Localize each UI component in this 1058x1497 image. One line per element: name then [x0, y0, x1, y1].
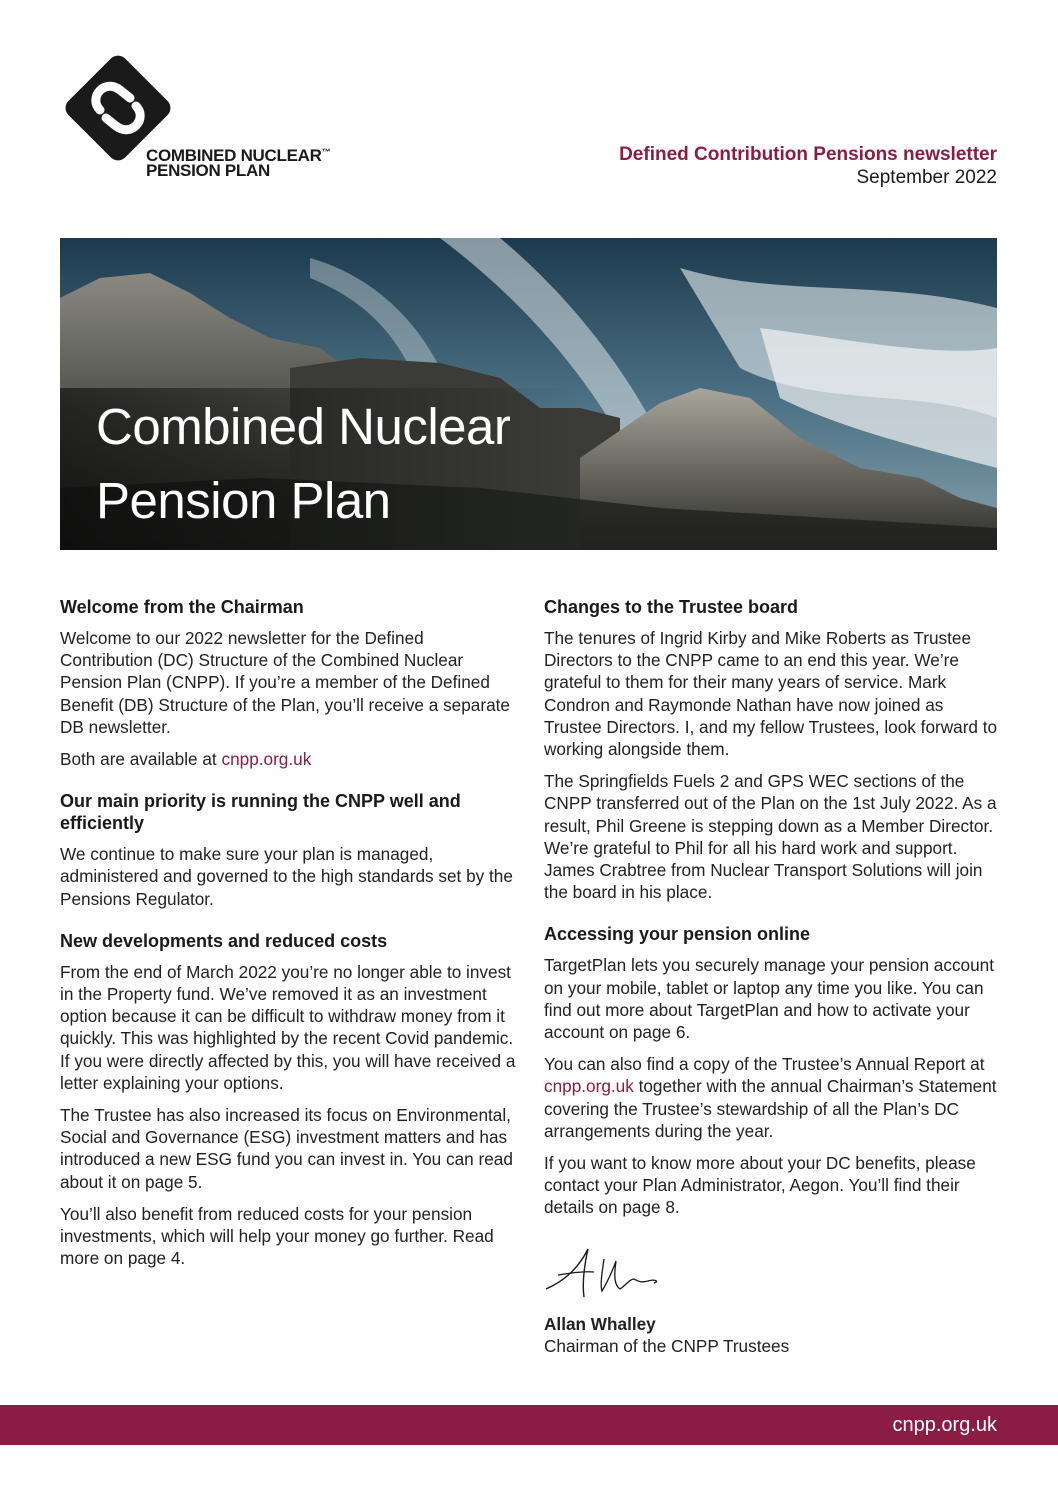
developments-paragraph-1: From the end of March 2022 you’re no longer able to invest in the Property fund. We’ve removed it as an investment option because it can be difficult to withdraw money from it quickly. This was highlighted by the recent Covid pandemic. If you were directly affected by this, you will have received a letter explaining your options. — [60, 961, 516, 1093]
hero-title-line2: Pension Plan — [96, 472, 391, 529]
cnpp-link[interactable]: cnpp.org.uk — [221, 749, 312, 770]
welcome-heading: Welcome from the Chairman — [60, 597, 304, 617]
newsletter-title: Defined Contribution Pensions newsletter — [619, 144, 997, 165]
signer-role: Chairman of the CNPP Trustees — [544, 1335, 790, 1356]
priority-paragraph: We continue to make sure your plan is managed, administered and governed to the high standards set by the Pensions Regulator. — [60, 844, 513, 909]
trademark-mark: ™ — [321, 147, 331, 157]
logo — [58, 48, 378, 188]
signature-icon — [544, 1245, 1004, 1303]
board-paragraph-1: The tenures of Ingrid Kirby and Mike Roberts as Trustee Directors to the CNPP came to an end this year. We’re grateful to them for their many years of service. Mark Condron and Raymonde Nathan have now joined as Trustee Directors. I, and my fellow Trustees, look forward to working alongside them. — [544, 628, 998, 760]
online-text-prefix: You can also find a copy of the Trustee’s Annual Report at — [544, 1054, 985, 1075]
board-section — [544, 596, 1004, 903]
left-column — [60, 596, 520, 1289]
signer-name: Allan Whalley — [544, 1313, 656, 1334]
developments-heading: New developments and reduced costs — [60, 930, 388, 951]
right-column — [544, 596, 1004, 1357]
availability-paragraph — [60, 748, 520, 770]
welcome-paragraph: Welcome to our 2022 newsletter for the Defined Contribution (DC) Structure of the Combined Nuclear Pension Plan (CNPP). If you’re a member of the Defined Benefit (DB) Structure of the Plan, you’ll receive a separate DB newsletter. — [60, 628, 510, 737]
newsletter-date: September 2022 — [856, 167, 997, 188]
online-text-suffix: together with the annual Chairman’s Statement covering the Trustee’s stewardship of all the Plan’s DC arrangements during the year. — [544, 1076, 997, 1141]
logo-line2: PENSION PLAN — [146, 161, 270, 180]
board-heading: Changes to the Trustee board — [544, 597, 799, 617]
logo-line1: COMBINED NUCLEAR — [146, 146, 322, 165]
availability-text: Both are available at — [60, 749, 222, 770]
welcome-section — [60, 596, 520, 770]
online-paragraph-3: If you want to know more about your DC benefits, please contact your Plan Administrator, Aegon. You’ll find their details on page 8. — [544, 1153, 976, 1218]
cnpp-report-link[interactable]: cnpp.org.uk — [544, 1076, 634, 1097]
online-heading: Accessing your pension online — [544, 924, 811, 945]
footer-bar — [0, 1405, 1058, 1445]
online-paragraph-1: TargetPlan lets you securely manage your pension account on your mobile, tablet or laptop any time you like. You can find out more about TargetPlan and how to activate your account on page 6. — [544, 955, 995, 1043]
board-paragraph-2: The Springfields Fuels 2 and GPS WEC sections of the CNPP transferred out of the Plan on the 1st July 2022. As a result, Phil Greene is stepping down as a Member Director. We’re grateful to Phil for all his hard work and support. James Crabtree from Nuclear Transport Solutions will join the board in his place. — [544, 771, 997, 903]
newsletter-header — [619, 143, 997, 189]
online-section — [544, 923, 1004, 1218]
footer-url-link[interactable]: cnpp.org.uk — [892, 1414, 997, 1436]
logo-wordmark — [146, 148, 330, 178]
hero-title — [96, 390, 510, 538]
priority-section — [60, 790, 520, 910]
developments-paragraph-2: The Trustee has also increased its focus on Environmental, Social and Governance (ESG) investment matters and has introduced a new ESG fund you can invest in. You can read about it on page 5. — [60, 1105, 513, 1192]
hero-title-line1: Combined Nuclear — [96, 398, 511, 455]
hero-banner — [60, 238, 997, 550]
online-paragraph-2 — [544, 1053, 1004, 1142]
developments-section — [60, 930, 520, 1270]
developments-paragraph-3: You’ll also benefit from reduced costs for your pension investments, which will help your money go further. Read more on page 4. — [60, 1203, 494, 1269]
priority-heading: Our main priority is running the CNPP well and efficiently — [60, 791, 461, 834]
